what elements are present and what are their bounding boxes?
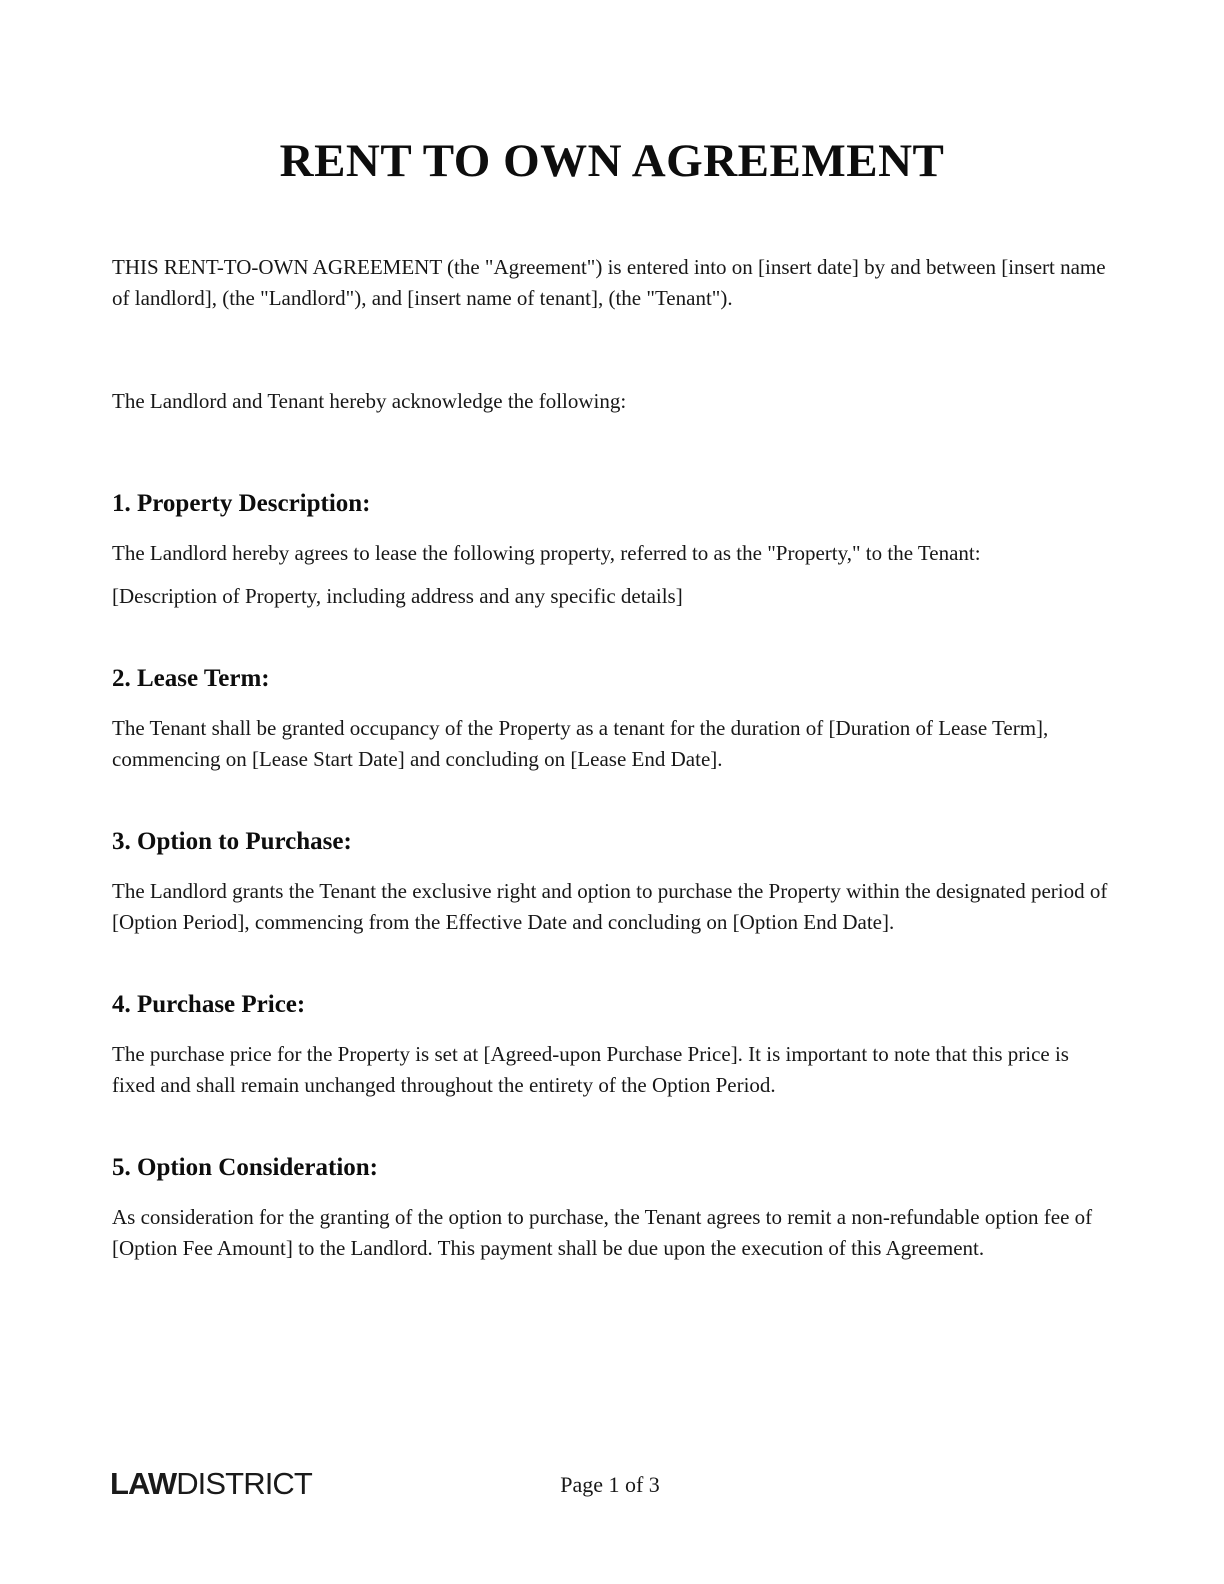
spacer xyxy=(112,1101,1108,1153)
spacer xyxy=(112,612,1108,664)
spacer xyxy=(112,938,1108,990)
spacer xyxy=(112,1183,1108,1202)
section-5-paragraph-1: As consideration for the granting of the option to purchase, the Tenant agrees to remit a non-refundable option fee of [Option Fee Amount] to the Landlord. This payment shall be due upon the execution of this Agreement. xyxy=(112,1205,1093,1260)
section-2-paragraph-1: The Tenant shall be granted occupancy of the Property as a tenant for the duration of [Duration of Lease Term], commencing on [Lease Start Date] and concluding on [Lease End Date]. xyxy=(112,716,1049,771)
section-option-consideration xyxy=(112,1153,1108,1264)
acknowledgement-paragraph: The Landlord and Tenant hereby acknowledge the following: xyxy=(112,389,627,413)
spacer xyxy=(112,775,1108,827)
lawdistrict-logo xyxy=(110,1467,312,1501)
spacer xyxy=(112,314,1108,386)
section-option-to-purchase xyxy=(112,827,1108,938)
section-3-paragraph-1: The Landlord grants the Tenant the exclusive right and option to purchase the Property within the designated period of [Option Period], commencing from the Effective Date and concluding on [Option End Date]. xyxy=(112,879,1108,934)
spacer xyxy=(112,519,1108,538)
spacer xyxy=(112,1020,1108,1039)
section-1-paragraph-1: The Landlord hereby agrees to lease the following property, referred to as the "Property," to the Tenant: xyxy=(112,541,981,565)
spacer xyxy=(112,694,1108,713)
page-title: RENT TO OWN AGREEMENT xyxy=(279,135,945,188)
section-heading-2: 2. Lease Term: xyxy=(112,665,270,692)
section-purchase-price xyxy=(112,990,1108,1101)
logo-district-text: DISTRICT xyxy=(176,1466,312,1501)
spacer xyxy=(112,569,1108,581)
intro-paragraph: THIS RENT-TO-OWN AGREEMENT (the "Agreement") is entered into on [insert date] by and between [insert name of landlord], (the "Landlord"), and [insert name of tenant], (the "Tenant"). xyxy=(112,255,1106,310)
section-heading-5: 5. Option Consideration: xyxy=(112,1154,379,1181)
section-1-paragraph-2: [Description of Property, including address and any specific details] xyxy=(112,584,683,608)
spacer xyxy=(112,417,1108,489)
page-number: Page 1 of 3 xyxy=(560,1472,660,1497)
section-heading-3: 3. Option to Purchase: xyxy=(112,828,352,855)
section-lease-term xyxy=(112,664,1108,775)
section-property-description xyxy=(112,489,1108,612)
logo-law-text: LAW xyxy=(110,1466,177,1501)
spacer xyxy=(112,857,1108,876)
section-heading-1: 1. Property Description: xyxy=(112,490,371,517)
document-body xyxy=(112,252,1108,1264)
section-4-paragraph-1: The purchase price for the Property is set at [Agreed-upon Purchase Price]. It is important to note that this price is fixed and shall remain unchanged throughout the entirety of the Option Period. xyxy=(112,1042,1069,1097)
section-heading-4: 4. Purchase Price: xyxy=(112,991,306,1018)
